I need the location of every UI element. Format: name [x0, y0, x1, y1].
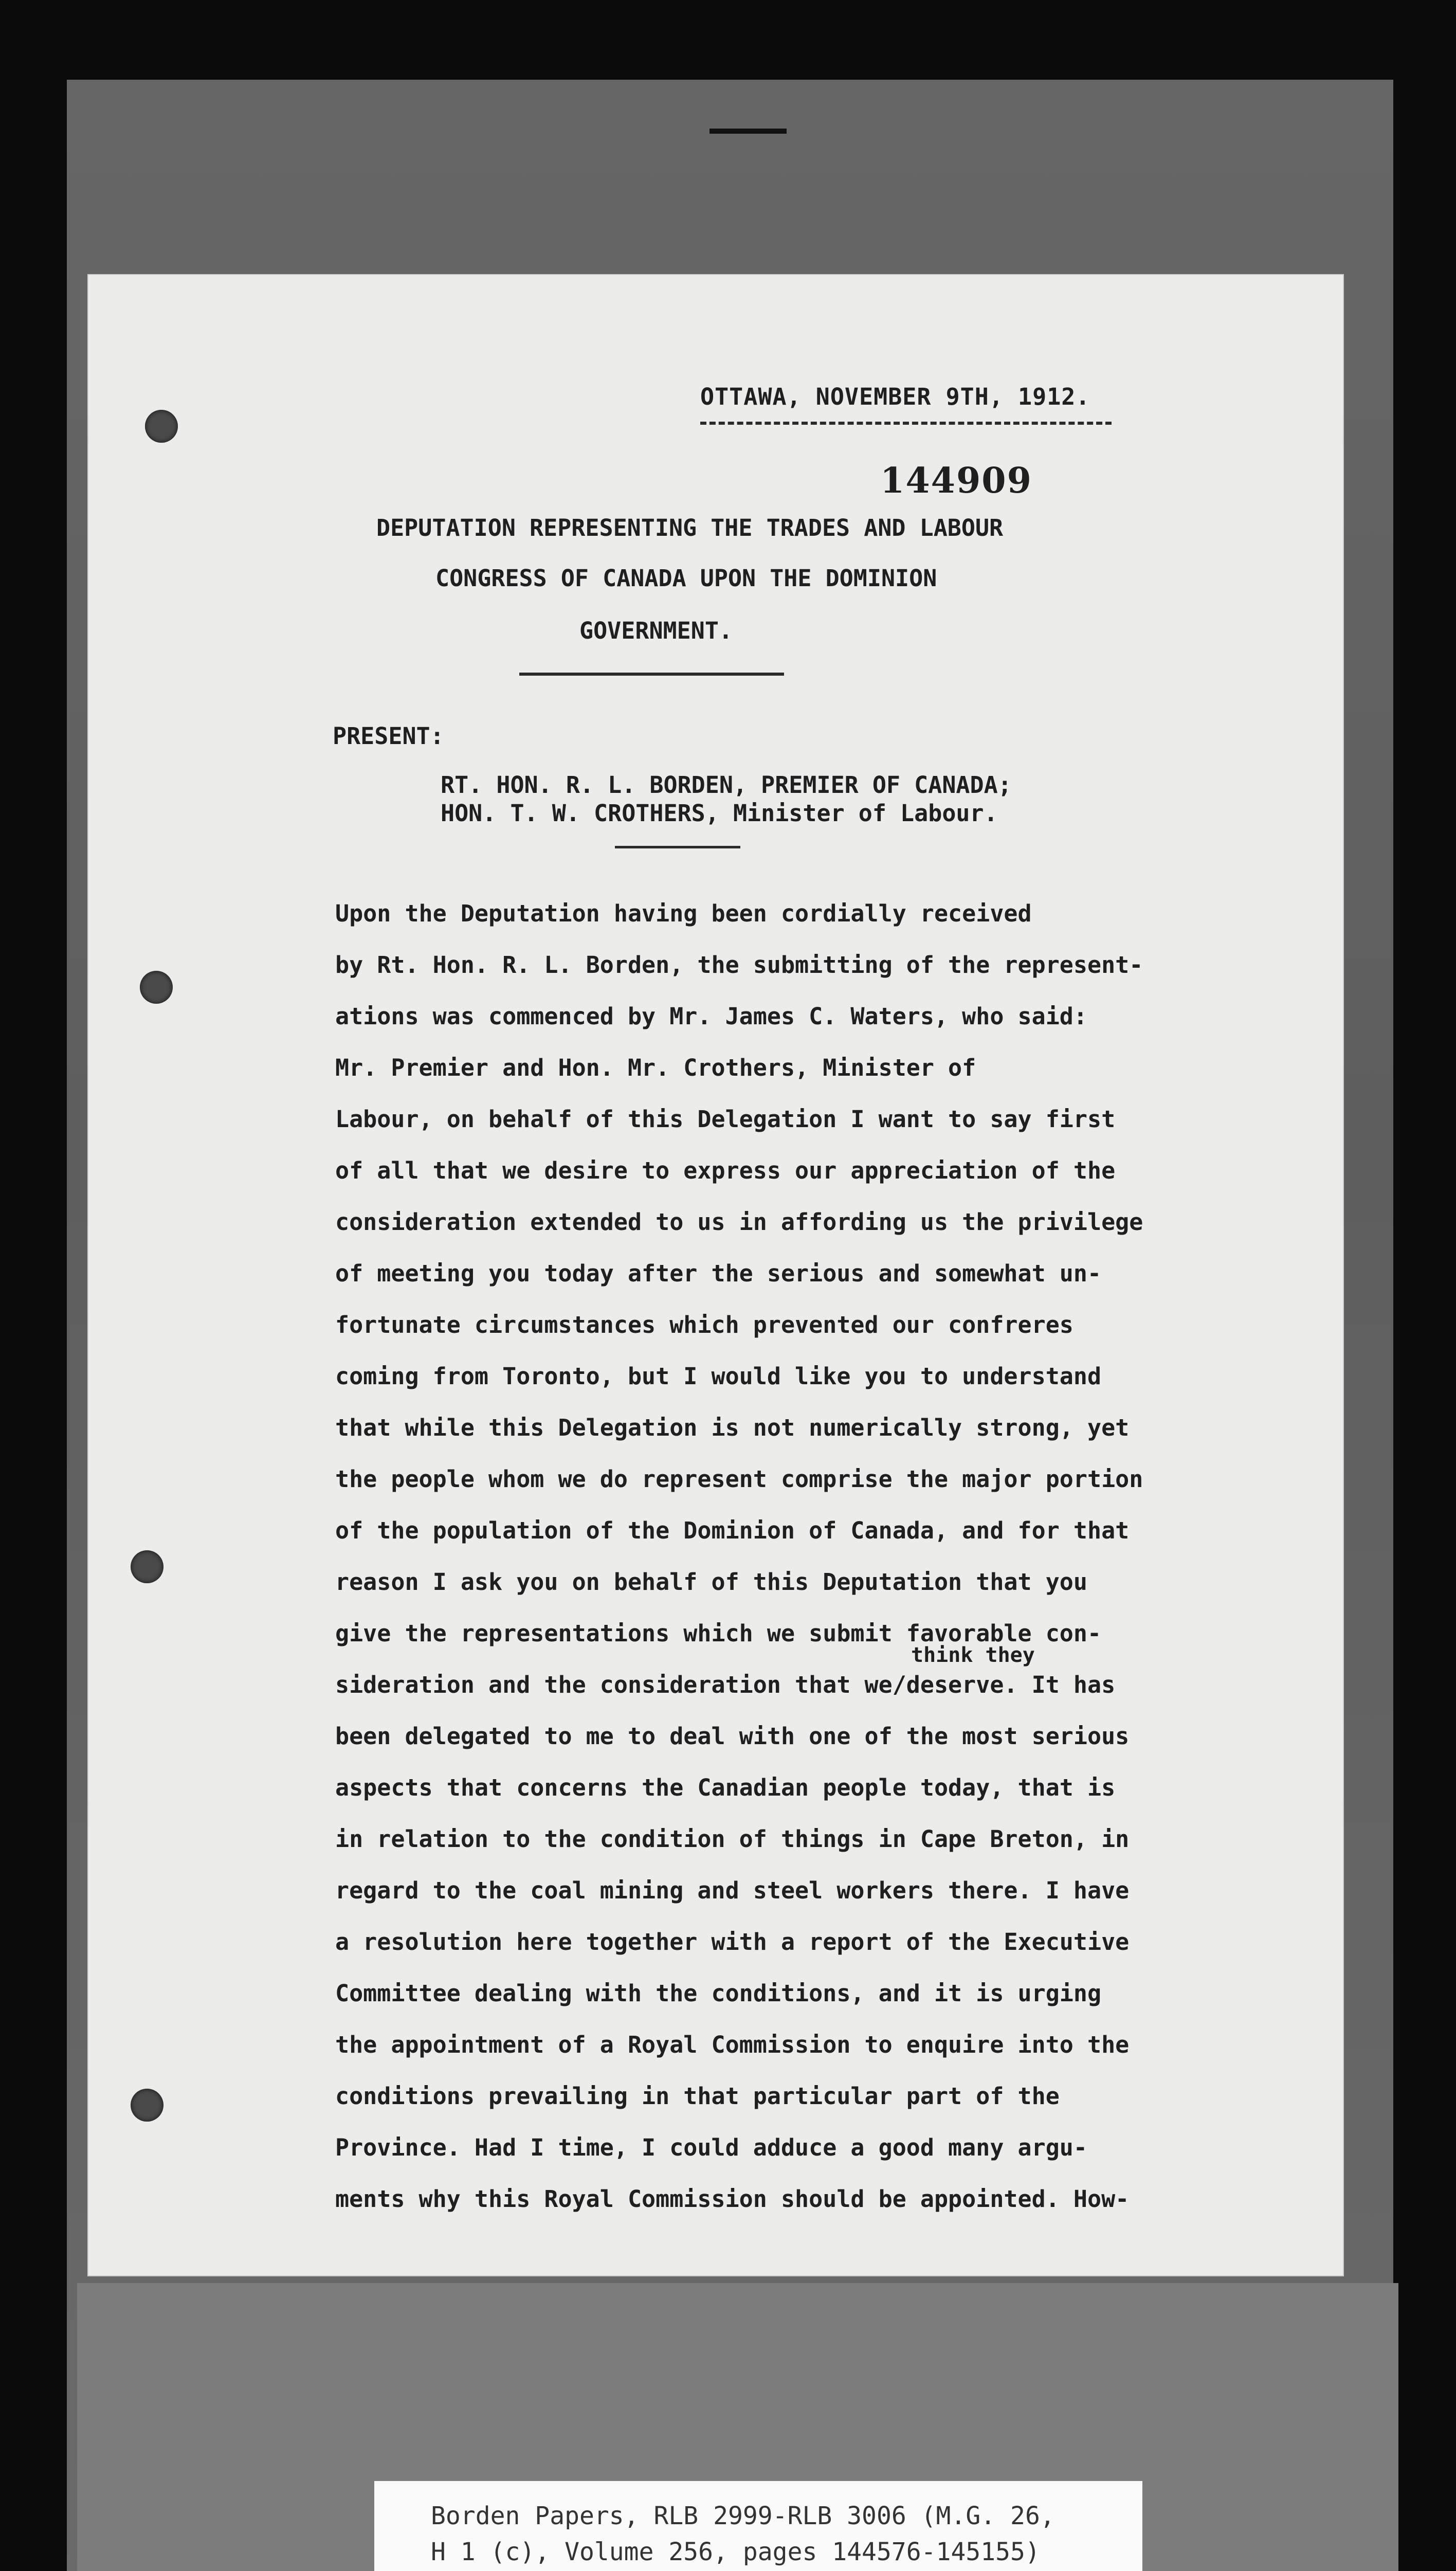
body-line-19: in relation to the condition of things in Cape Breton, in: [335, 1825, 1130, 1853]
body-line-1: Upon the Deputation having been cordially received: [335, 900, 1032, 927]
body-line-2: by Rt. Hon. R. L. Borden, the submitting of the represent-: [335, 951, 1143, 979]
reference-line-1: Borden Papers, RLB 2999-RLB 3006 (M.G. 26,: [431, 2502, 1055, 2530]
body-line-24: conditions prevailing in that particular part of the: [335, 2083, 1060, 2110]
body-line-9: fortunate circumstances which prevented our confreres: [335, 1311, 1073, 1338]
heading-line-1: DEPUTATION REPRESENTING THE TRADES AND LABOUR: [376, 514, 1004, 541]
body-line-3: ations was commenced by Mr. James C. Waters, who said:: [335, 1003, 1087, 1030]
body-line-18: aspects that concerns the Canadian people today, that is: [335, 1774, 1116, 1801]
reference-line-2: H 1 (c), Volume 256, pages 144576-145155): [431, 2538, 1040, 2566]
letter-date: OTTAWA, NOVEMBER 9TH, 1912.: [700, 383, 1090, 410]
body-line-4: Mr. Premier and Hon. Mr. Crothers, Minister of: [335, 1054, 976, 1081]
present-label: PRESENT:: [333, 722, 444, 750]
document-page: [88, 275, 1343, 2275]
body-line-23: the appointment of a Royal Commission to enquire into the: [335, 2031, 1130, 2058]
body-line-8: of meeting you today after the serious and somewhat un-: [335, 1260, 1102, 1287]
body-line-10: coming from Toronto, but I would like you to understand: [335, 1363, 1102, 1390]
body-line-7: consideration extended to us in affording us the privilege: [335, 1208, 1143, 1236]
heading-underline: [519, 673, 784, 676]
body-line-16: sideration and the consideration that we/deserve. It has: [335, 1671, 1116, 1698]
body-line-5: Labour, on behalf of this Delegation I want to say first: [335, 1106, 1116, 1133]
body-line-15: give the representations which we submit favorable con-: [335, 1620, 1102, 1647]
body-line-26: ments why this Royal Commission should be appointed. How-: [335, 2185, 1130, 2213]
body-line-20: regard to the coal mining and steel workers there. I have: [335, 1877, 1130, 1904]
present-underline: [615, 846, 740, 848]
body-line-21: a resolution here together with a report of the Executive: [335, 1928, 1130, 1956]
body-line-13: of the population of the Dominion of Canada, and for that: [335, 1517, 1130, 1544]
reference-label: [374, 2481, 1142, 2571]
heading-line-3: GOVERNMENT.: [579, 617, 733, 644]
body-line-22: Committee dealing with the conditions, and it is urging: [335, 1980, 1102, 2007]
present-line-1: RT. HON. R. L. BORDEN, PREMIER OF CANADA;: [441, 771, 1012, 799]
frame-mark: [709, 129, 787, 134]
date-underline: [700, 422, 1112, 425]
typed-letter: [88, 275, 1343, 2275]
body-line-17: been delegated to me to deal with one of the most serious: [335, 1723, 1130, 1750]
present-line-2: HON. T. W. CROTHERS, Minister of Labour.: [441, 800, 998, 827]
body-line-12: the people whom we do represent comprise the major portion: [335, 1465, 1143, 1493]
heading-line-2: CONGRESS OF CANADA UPON THE DOMINION: [435, 565, 937, 592]
document-number: 144909: [880, 460, 1032, 501]
body-line-6: of all that we desire to express our appreciation of the: [335, 1157, 1116, 1184]
body-line-14: reason I ask you on behalf of this Deputation that you: [335, 1568, 1087, 1596]
body-line-11: that while this Delegation is not numerically strong, yet: [335, 1414, 1130, 1441]
body-line-25: Province. Had I time, I could adduce a good many argu-: [335, 2134, 1087, 2161]
interlinear-insert: think they: [911, 1643, 1035, 1667]
